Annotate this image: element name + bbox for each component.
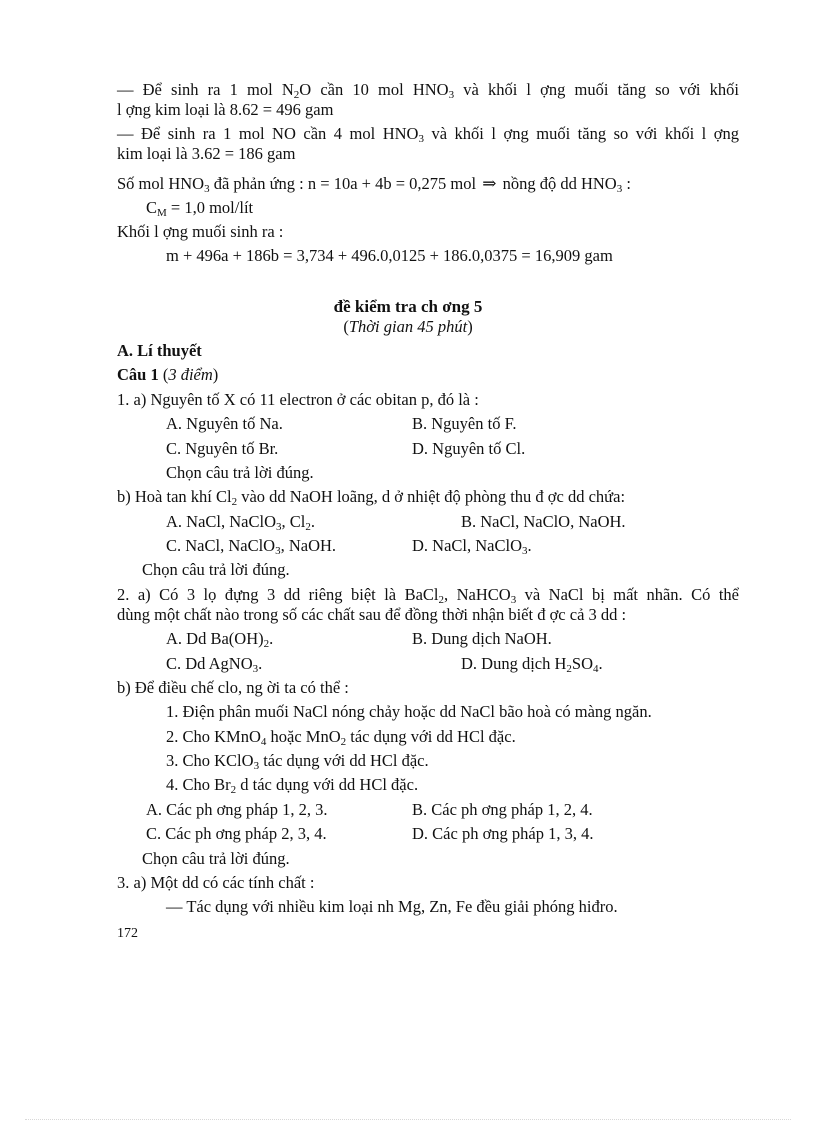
text-line: m + 496a + 186b = 3,734 + 496.0,0125 + 186.0,0375 = 16,909 gam: [166, 246, 613, 265]
text-line: kim loại là 3.62 = 186 gam: [117, 144, 296, 163]
list-item: 2. Cho KMnO$_4$ hoặc MnO$_2$ tác dụng với dd HCl đặc.: [166, 727, 516, 748]
text-line: — Để sinh ra 1 mol $N_2O$ cần 10 mol $HNO_3$ và khối l ợng muối tăng so với khối: [117, 80, 739, 101]
question-text: 2. a) Có 3 lọ đựng 3 dd riêng biệt là BaCl$_2$, NaHCO$_3$ và NaCl bị mất nhãn. Có thể: [117, 585, 740, 606]
answer-option: A. Dd $Ba(OH)_2$.: [166, 629, 274, 650]
question-text: b) Để điều chế clo, ng ời ta có thể :: [117, 678, 349, 697]
section-title: đề kiểm tra ch ơng 5: [333, 297, 483, 316]
answer-option: C. Nguyên tố Br.: [166, 439, 279, 458]
answer-option: D. Nguyên tố Cl.: [412, 439, 526, 458]
list-item: 3. Cho KClO$_3$ tác dụng với dd HCl đặc.: [166, 751, 429, 772]
text-line: Số mol $HNO_3$ đã phản ứng : n = 10a + 4b = 0,275 mol ⇒ nồng độ dd $HNO_3$ :: [117, 174, 631, 195]
answer-option: C. Các ph ơng pháp 2, 3, 4.: [146, 824, 327, 843]
question-heading: Câu 1 (3 điểm): [117, 365, 219, 384]
answer-option: A. Nguyên tố Na.: [166, 414, 283, 433]
text-line: — Để sinh ra 1 mol NO cần 4 mol $HNO_3$ và khối l ợng muối tăng so với khối l ợng: [117, 124, 739, 145]
page-number: 172: [117, 926, 138, 941]
instruction-text: Chọn câu trả lời đúng.: [142, 849, 290, 868]
answer-option: C. Dd AgNO$_3$.: [166, 654, 263, 675]
list-item: — Tác dụng với nhiều kim loại nh Mg, Zn, Fe đều giải phóng hiđro.: [166, 897, 618, 916]
answer-option: D. Dung dịch $H_2SO_4$.: [461, 654, 603, 675]
implies-arrow-icon: ⇒: [482, 174, 497, 193]
answer-option: B. Dung dịch NaOH.: [412, 629, 552, 648]
text-line: $C_M = 1,0$ mol/lít: [146, 198, 254, 219]
answer-option: B. Nguyên tố F.: [412, 414, 517, 433]
question-text: 1. a) Nguyên tố X có 11 electron ở các obitan p, đó là :: [117, 390, 479, 409]
text-line: l ợng kim loại là 8.62 = 496 gam: [117, 100, 334, 119]
text-line: Khối l ợng muối sinh ra :: [117, 222, 284, 241]
page-divider: [25, 1119, 791, 1120]
answer-option: D. Các ph ơng pháp 1, 3, 4.: [412, 824, 594, 843]
answer-option: D. NaCl, NaClO$_3$.: [412, 536, 532, 557]
list-item: 4. Cho $Br_2$ d tác dụng với dd HCl đặc.: [166, 775, 419, 796]
answer-option: A. NaCl, NaClO$_3$, $Cl_2$.: [166, 512, 315, 533]
section-subtitle: (Thời gian 45 phút): [343, 317, 473, 336]
instruction-text: Chọn câu trả lời đúng.: [166, 463, 314, 482]
answer-option: B. Các ph ơng pháp 1, 2, 4.: [412, 800, 593, 819]
instruction-text: Chọn câu trả lời đúng.: [142, 560, 290, 579]
question-text: 3. a) Một dd có các tính chất :: [117, 873, 315, 892]
list-item: 1. Điện phân muối NaCl nóng chảy hoặc dd NaCl bão hoà có màng ngăn.: [166, 702, 652, 721]
question-text: b) Hoà tan khí $Cl_2$ vào dd NaOH loãng, d ở nhiệt độ phòng thu đ ợc dd chứa:: [117, 487, 626, 508]
answer-option: A. Các ph ơng pháp 1, 2, 3.: [146, 800, 328, 819]
answer-option: B. NaCl, NaClO, NaOH.: [461, 512, 626, 531]
section-heading: A. Lí thuyết: [117, 341, 202, 360]
answer-option: C. NaCl, NaClO$_3$, NaOH.: [166, 536, 337, 557]
question-text: dùng một chất nào trong số các chất sau để đồng thời nhận biết đ ợc cả 3 dd :: [117, 605, 627, 624]
